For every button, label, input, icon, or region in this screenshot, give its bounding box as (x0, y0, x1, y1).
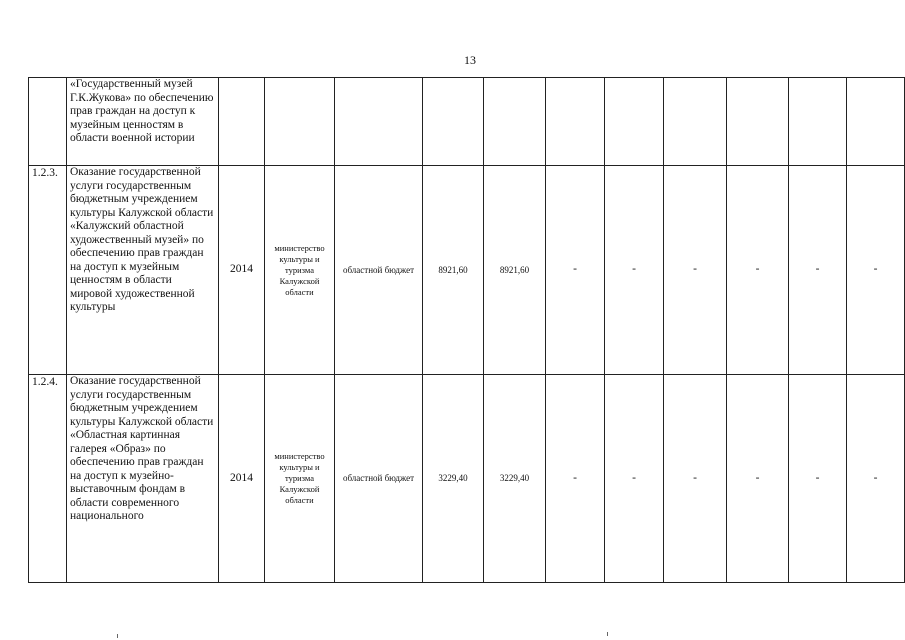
amount-year-cell (727, 78, 789, 166)
item-number: 1.2.4. (29, 375, 67, 583)
responsible-cell: министерство культуры и туризма Калужской области (265, 375, 335, 583)
amount-year-cell (605, 78, 664, 166)
year-cell: 2014 (219, 375, 265, 583)
total-amount-cell (423, 78, 484, 166)
table-row (29, 78, 905, 166)
funding-source-cell (335, 78, 423, 166)
item-number: 1.2.3. (29, 166, 67, 375)
program-activities-table (28, 77, 905, 583)
amount-year-cell (664, 78, 727, 166)
table-row (29, 166, 905, 375)
amount-year-cell: - (727, 166, 789, 375)
year-cell (219, 78, 265, 166)
activity-description: Оказание государственной услуги государственным бюджетным учреждением культуры Калужской области «Областная картинная галерея «Образ» по обеспечению прав граждан на доступ к музейно-выставочным фондам в области современного национального (67, 375, 219, 583)
amount-year-cell: - (605, 375, 664, 583)
funding-source-cell: областной бюджет (335, 375, 423, 583)
scan-artifact (607, 632, 608, 636)
total-amount-cell: 3229,40 (423, 375, 484, 583)
responsible-cell (265, 78, 335, 166)
amount-year-cell (847, 78, 905, 166)
amount-2014-cell: 3229,40 (484, 375, 546, 583)
table-row (29, 375, 905, 583)
activity-description: Оказание государственной услуги государственным бюджетным учреждением культуры Калужской области «Калужский областной художественный музей» по обеспечению прав граждан на доступ к музейным ценностям в области мировой художественной культуры (67, 166, 219, 375)
amount-year-cell: - (546, 375, 605, 583)
total-amount-cell: 8921,60 (423, 166, 484, 375)
funding-source-cell: областной бюджет (335, 166, 423, 375)
amount-2014-cell: 8921,60 (484, 166, 546, 375)
amount-year-cell: - (847, 375, 905, 583)
amount-2014-cell (484, 78, 546, 166)
item-number (29, 78, 67, 166)
activity-description: «Государственный музей Г.К.Жукова» по обеспечению прав граждан на доступ к музейным ценностям в области военной истории (67, 78, 219, 166)
scan-artifact (117, 634, 118, 638)
amount-year-cell: - (605, 166, 664, 375)
amount-year-cell: - (727, 375, 789, 583)
amount-year-cell: - (546, 166, 605, 375)
amount-year-cell: - (664, 375, 727, 583)
amount-year-cell (546, 78, 605, 166)
amount-year-cell: - (789, 375, 847, 583)
page-number: 13 (464, 53, 476, 67)
responsible-cell: министерство культуры и туризма Калужской области (265, 166, 335, 375)
amount-year-cell: - (664, 166, 727, 375)
amount-year-cell (789, 78, 847, 166)
year-cell: 2014 (219, 166, 265, 375)
amount-year-cell: - (847, 166, 905, 375)
amount-year-cell: - (789, 166, 847, 375)
